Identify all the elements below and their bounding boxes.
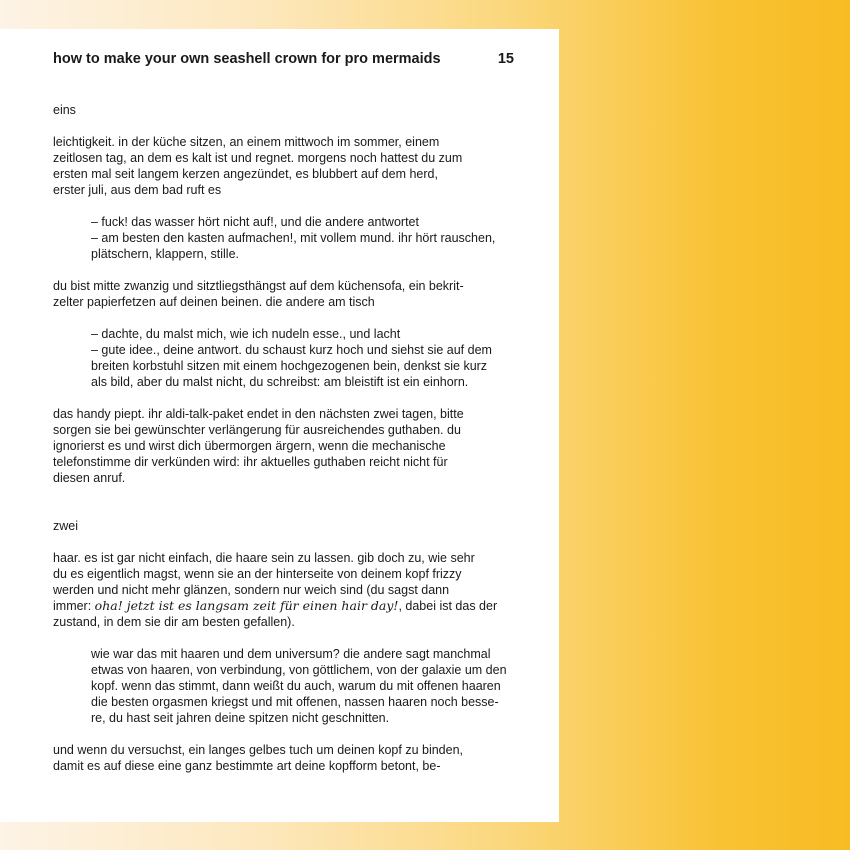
italic-quote: oha! jetzt ist es langsam zeit für einen hair day! — [94, 598, 399, 613]
text-line: du bist mitte zwanzig und sitztliegsthängst auf dem küchensofa, ein bekrit- — [53, 279, 464, 293]
text-line: als bild, aber du malst nicht, du schreibst: am bleistift ist ein einhorn. — [91, 375, 469, 389]
running-title: how to make your own seashell crown for pro mermaids — [53, 51, 441, 67]
text-line: leichtigkeit. in der küche sitzen, an einem mittwoch im sommer, einem — [53, 135, 440, 149]
indented-dialogue — [53, 326, 513, 390]
paragraph — [53, 550, 513, 630]
text-line: zelter papierfetzen auf deinen beinen. die andere am tisch — [53, 295, 375, 309]
indented-passage — [53, 646, 513, 726]
page-number: 15 — [497, 51, 514, 67]
text-line: ersten mal seit langem kerzen angezündet, es blubbert auf dem herd, — [53, 167, 438, 181]
text-line: – fuck! das wasser hört nicht auf!, und die andere antwortet — [91, 215, 419, 229]
text-fragment: , dabei ist das der — [398, 599, 498, 613]
text-line: breiten korbstuhl sitzen mit einem hochgezogenen bein, denkst sie kurz — [91, 359, 488, 373]
text-fragment: immer: — [53, 599, 95, 613]
text-line: wie war das mit haaren und dem universum? die andere sagt manchmal — [91, 647, 491, 661]
text-line: diesen anruf. — [53, 471, 126, 485]
text-line: re, du hast seit jahren deine spitzen nicht geschnitten. — [91, 711, 390, 725]
text-line: – am besten den kasten aufmachen!, mit vollem mund. ihr hört rauschen, — [91, 231, 496, 245]
text-line: damit es auf diese eine ganz bestimmte art deine kopfform betont, be- — [53, 759, 441, 773]
text-line: etwas von haaren, von verbindung, von göttlichem, von der galaxie um den — [91, 663, 507, 677]
indented-dialogue — [53, 214, 513, 262]
text-line: – dachte, du malst mich, wie ich nudeln esse., und lacht — [91, 327, 401, 341]
text-line: zeitlosen tag, an dem es kalt ist und regnet. morgens noch hattest du zum — [53, 151, 463, 165]
text-line: werden und nicht mehr glänzen, sondern nur weich sind (du sagst dann — [53, 583, 450, 597]
section-heading-zwei: zwei — [53, 519, 79, 533]
text-line: kopf. wenn das stimmt, dann weißt du auch, warum du mit offenen haaren — [91, 679, 501, 693]
text-line: sorgen sie bei gewünschter verlängerung für ausreichendes guthaben. du — [53, 423, 461, 437]
paragraph — [53, 134, 513, 198]
text-line: ignorierst es und wirst dich übermorgen ärgern, wenn die mechanische — [53, 439, 446, 453]
book-page — [0, 29, 559, 822]
text-line: das handy piept. ihr aldi-talk-paket endet in den nächsten zwei tagen, bitte — [53, 407, 464, 421]
text-line: und wenn du versuchst, ein langes gelbes tuch um deinen kopf zu binden, — [53, 743, 463, 757]
text-line: – gute idee., deine antwort. du schaust kurz hoch und siehst sie auf dem — [91, 343, 492, 357]
text-line: du es eigentlich magst, wenn sie an der hinterseite von deinem kopf frizzy — [53, 567, 462, 581]
text-line: erster juli, aus dem bad ruft es — [53, 183, 222, 197]
text-line: zustand, in dem sie dir am besten gefallen). — [53, 615, 295, 629]
text-line: die besten orgasmen kriegst und mit offenen, nassen haaren noch besse- — [91, 695, 499, 709]
text-line: haar. es ist gar nicht einfach, die haare sein zu lassen. gib doch zu, wie sehr — [53, 551, 475, 565]
paragraph — [53, 406, 513, 486]
paragraph — [53, 278, 513, 310]
text-line — [53, 599, 497, 613]
paragraph — [53, 742, 513, 774]
text-line: plätschern, klappern, stille. — [91, 247, 239, 261]
text-body — [53, 102, 513, 774]
section-heading-eins: eins — [53, 103, 76, 117]
text-line: telefonstimme dir verkünden wird: ihr aktuelles guthaben reicht nicht für — [53, 455, 448, 469]
